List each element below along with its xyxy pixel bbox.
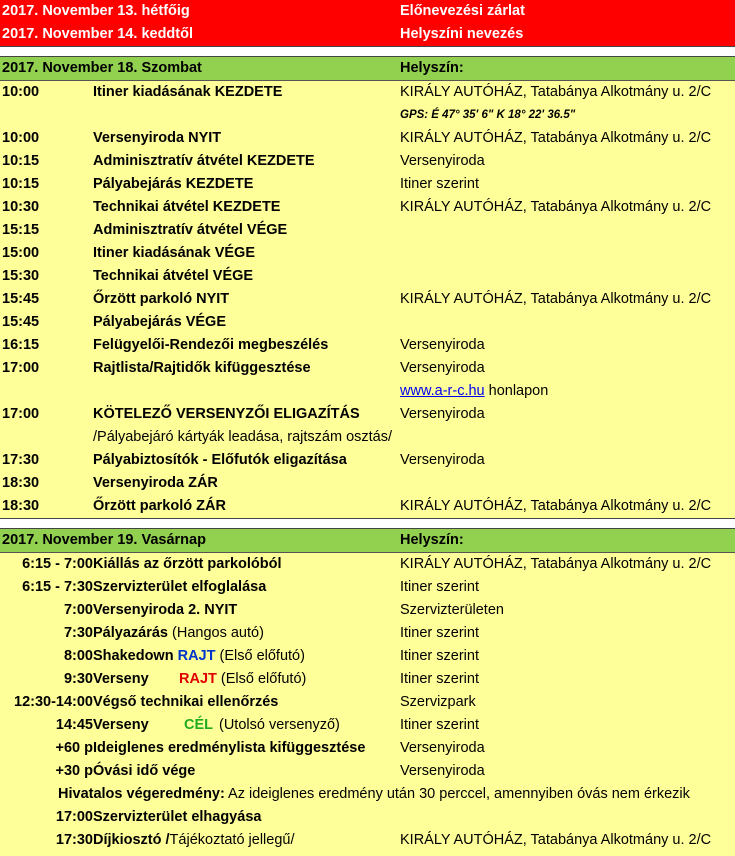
table-row (0, 150, 735, 173)
table-row (0, 265, 735, 288)
location: Itiner szerint (400, 671, 479, 687)
time: 16:15 (2, 337, 40, 353)
table-row (0, 495, 735, 518)
header-row-2 (0, 23, 735, 46)
time: 8:00 (63, 648, 93, 664)
time: 7:30 (63, 625, 93, 641)
event: Versenyiroda NYIT (93, 130, 222, 146)
link-suffix: honlapon (484, 383, 549, 399)
table-row (0, 622, 735, 645)
table-row (0, 196, 735, 219)
location: Itiner szerint (400, 625, 479, 641)
final-results-label: Hivatalos végeredmény: (58, 786, 225, 802)
time: +30 p (55, 763, 93, 779)
time: 17:00 (2, 360, 40, 376)
time: 15:45 (2, 291, 40, 307)
website-link[interactable]: www.a-r-c.hu (400, 383, 485, 399)
time: 18:30 (2, 498, 40, 514)
final-results (58, 783, 690, 806)
location: Szervizterületen (400, 602, 504, 618)
event-main: Shakedown (93, 648, 178, 664)
location: Itiner szerint (400, 579, 479, 595)
header-row-1 (0, 0, 735, 23)
table-row (0, 576, 735, 599)
location: Itiner szerint (400, 717, 479, 733)
location: KIRÁLY AUTÓHÁZ, Tatabánya Alkotmány u. 2/C (400, 130, 712, 146)
saturday-title: 2017. November 18. Szombat (2, 60, 202, 76)
start-label: RAJT (179, 671, 217, 687)
prereg-text: Előnevezési zárlat (400, 3, 525, 19)
prereg-date: 2017. November 13. hétfőig (2, 3, 190, 19)
table-row (0, 691, 735, 714)
time: 7:00 (63, 602, 93, 618)
event: Pályabejárás VÉGE (93, 314, 226, 330)
location: Itiner szerint (400, 176, 479, 192)
time: 10:00 (2, 84, 40, 100)
table-row (0, 219, 735, 242)
time: +60 p (55, 740, 93, 756)
event-detail: (Első előfutó) (216, 671, 307, 687)
table-row (0, 288, 735, 311)
event: Technikai átvétel KEZDETE (93, 199, 281, 215)
event: Szervizterület elhagyása (93, 809, 262, 825)
location: KIRÁLY AUTÓHÁZ, Tatabánya Alkotmány u. 2/C (400, 84, 712, 100)
final-results-row (0, 783, 735, 806)
gps-row (0, 104, 735, 127)
event: Pályabejárás KEZDETE (93, 176, 254, 192)
event: Adminisztratív átvétel VÉGE (93, 222, 288, 238)
saturday-header (0, 57, 735, 81)
event (179, 668, 306, 691)
time: 18:30 (2, 475, 40, 491)
event (93, 622, 264, 645)
table-row (0, 472, 735, 495)
time: 10:15 (2, 153, 40, 169)
event-main: Díjkiosztó / (93, 832, 170, 848)
table-row (0, 357, 735, 380)
event-detail: (Első előfutó) (215, 648, 305, 664)
time: 6:15 - 7:00 (22, 556, 93, 572)
time: 6:15 - 7:30 (22, 579, 93, 595)
event: Őrzött parkoló ZÁR (93, 498, 226, 514)
location: Versenyiroda (400, 452, 485, 468)
table-row (0, 81, 735, 104)
location: KIRÁLY AUTÓHÁZ, Tatabánya Alkotmány u. 2/C (400, 556, 712, 572)
table-row (0, 737, 735, 760)
location: Versenyiroda (400, 360, 485, 376)
time: 15:30 (2, 268, 40, 284)
event: Itiner kiadásának KEZDETE (93, 84, 283, 100)
time: 17:00 (55, 809, 93, 825)
table-row (0, 334, 735, 357)
time: 12:30-14:00 (14, 694, 93, 710)
table-row (0, 127, 735, 150)
table-row (0, 645, 735, 668)
table-row (0, 173, 735, 196)
location: Versenyiroda (400, 337, 485, 353)
time: 10:30 (2, 199, 40, 215)
table-row (0, 553, 735, 576)
location: Versenyiroda (400, 406, 485, 422)
event: Óvási idő vége (93, 763, 196, 779)
event (93, 645, 305, 668)
table-row (0, 403, 735, 426)
location: KIRÁLY AUTÓHÁZ, Tatabánya Alkotmány u. 2/C (400, 832, 712, 848)
table-row (0, 242, 735, 265)
onsite-text: Helyszíni nevezés (400, 26, 524, 42)
website-line (400, 380, 548, 403)
table-row (0, 714, 735, 737)
time: 14:45 (55, 717, 93, 733)
table-row (0, 668, 735, 691)
event-main: Pályazárás (93, 625, 168, 641)
onsite-date: 2017. November 14. keddtől (2, 26, 193, 42)
event: Végső technikai ellenőrzés (93, 694, 279, 710)
note-row (0, 426, 735, 449)
event: Felügyelői-Rendezői megbeszélés (93, 337, 329, 353)
event: Pályabiztosítók - Előfutók eligazítása (93, 452, 347, 468)
event: Szervizterület elfoglalása (93, 579, 267, 595)
sunday-title: 2017. November 19. Vasárnap (2, 532, 206, 548)
time: 15:15 (2, 222, 40, 238)
table-row (0, 806, 735, 829)
event: Adminisztratív átvétel KEZDETE (93, 153, 315, 169)
table-row (0, 449, 735, 472)
separator (0, 46, 735, 57)
event: Versenyiroda ZÁR (93, 475, 218, 491)
location: KIRÁLY AUTÓHÁZ, Tatabánya Alkotmány u. 2/C (400, 199, 712, 215)
event: Versenyiroda 2. NYIT (93, 602, 238, 618)
event: Rajtlista/Rajtidők kifüggesztése (93, 360, 311, 376)
table-row (0, 311, 735, 334)
location: Versenyiroda (400, 740, 485, 756)
location: Itiner szerint (400, 648, 479, 664)
briefing-note: /Pályabejáró kártyák leadása, rajtszám osztás/ (93, 429, 392, 445)
location: Versenyiroda (400, 153, 485, 169)
event: Őrzött parkoló NYIT (93, 291, 230, 307)
link-row (0, 380, 735, 403)
time: 17:00 (2, 406, 40, 422)
event-main: Verseny (93, 671, 149, 687)
location: KIRÁLY AUTÓHÁZ, Tatabánya Alkotmány u. 2/C (400, 498, 712, 514)
separator (0, 518, 735, 529)
gps-coordinates: GPS: É 47° 35' 6" K 18° 22' 36.5" (400, 109, 576, 121)
event: Kiállás az őrzött parkolóból (93, 556, 282, 572)
sunday-header (0, 529, 735, 553)
time: 10:15 (2, 176, 40, 192)
event-main: Verseny (93, 717, 149, 733)
finish-label: CÉL (184, 717, 213, 733)
event: Technikai átvétel VÉGE (93, 268, 254, 284)
event: KÖTELEZŐ VERSENYZŐI ELIGAZÍTÁS (93, 406, 360, 422)
location: Szervizpark (400, 694, 476, 710)
table-row (0, 760, 735, 783)
event (93, 829, 294, 852)
location: KIRÁLY AUTÓHÁZ, Tatabánya Alkotmány u. 2/C (400, 291, 712, 307)
time: 17:30 (55, 832, 93, 848)
time: 9:30 (63, 671, 93, 687)
time: 10:00 (2, 130, 40, 146)
table-row (0, 599, 735, 622)
location: Versenyiroda (400, 763, 485, 779)
location-header: Helyszín: (400, 60, 464, 76)
event: Ideiglenes eredménylista kifüggesztése (93, 740, 366, 756)
event-detail: (Utolsó versenyző) (219, 717, 340, 733)
event: Itiner kiadásának VÉGE (93, 245, 255, 261)
table-row (0, 829, 735, 852)
time: 17:30 (2, 452, 40, 468)
time: 15:45 (2, 314, 40, 330)
event-detail: (Hangos autó) (167, 625, 264, 641)
event-detail: Tájékoztató jellegű/ (169, 832, 295, 848)
location-header: Helyszín: (400, 532, 464, 548)
time: 15:00 (2, 245, 40, 261)
final-results-text: Az ideiglenes eredmény után 30 perccel, amennyiben óvás nem érkezik (224, 786, 690, 802)
start-label: RAJT (177, 648, 216, 664)
